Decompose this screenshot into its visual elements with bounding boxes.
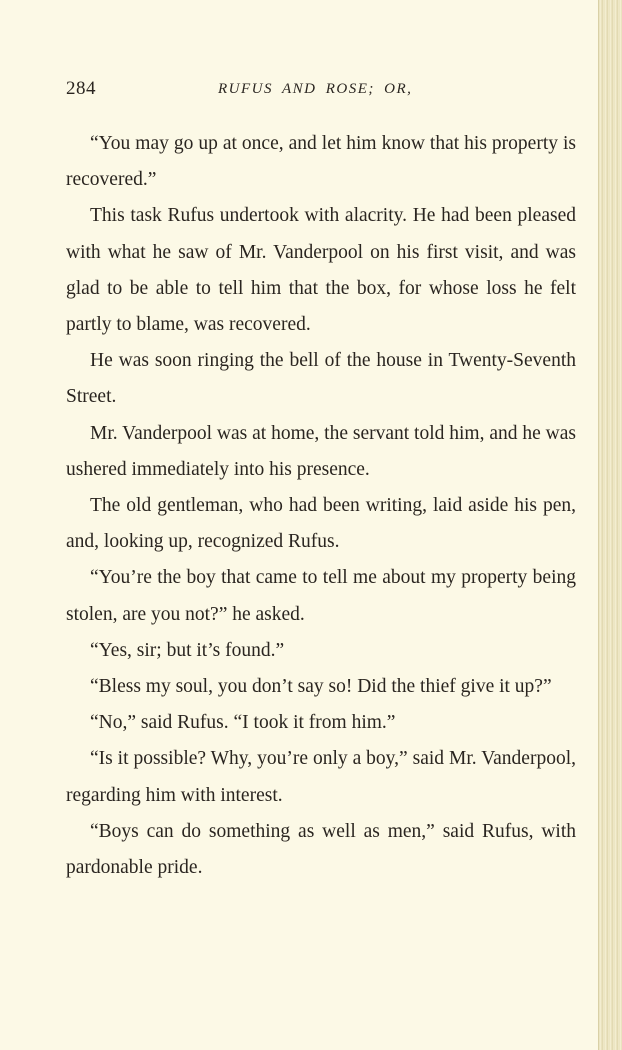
running-head: RUFUS AND ROSE; OR, bbox=[218, 81, 413, 97]
paragraph: He was soon ringing the bell of the house in Twenty-Seventh Street. bbox=[66, 350, 576, 408]
paragraph: “Is it possible? Why, you’re only a boy,” said Mr. Vanderpool, regarding him with interest. bbox=[66, 748, 576, 806]
paragraph: Mr. Vanderpool was at home, the servant told him, and he was ushered immediately into his presence. bbox=[66, 422, 576, 480]
body-text bbox=[66, 126, 576, 886]
paragraph: This task Rufus undertook with alacrity. He had been pleased with what he saw of Mr. Vanderpool on his first visit, and was glad to be able to tell him that the box, for whose loss he felt partly to blame, was recovered. bbox=[66, 205, 576, 336]
page-number: 284 bbox=[66, 78, 96, 99]
page-edge bbox=[598, 0, 622, 1050]
paragraph: “Yes, sir; but it’s found.” bbox=[90, 639, 285, 661]
paragraph: “You’re the boy that came to tell me about my property being stolen, are you not?” he asked. bbox=[66, 567, 576, 625]
paragraph: “No,” said Rufus. “I took it from him.” bbox=[90, 712, 396, 734]
page-header bbox=[66, 78, 578, 106]
paragraph: “Boys can do something as well as men,” said Rufus, with pardonable pride. bbox=[66, 820, 576, 879]
paragraph: “Bless my soul, you don’t say so! Did the thief give it up?” bbox=[90, 676, 552, 698]
paragraph: The old gentleman, who had been writing, laid aside his pen, and, looking up, recognized Rufus. bbox=[66, 495, 576, 553]
paragraph: “You may go up at once, and let him know that his property is recovered.” bbox=[66, 133, 576, 191]
